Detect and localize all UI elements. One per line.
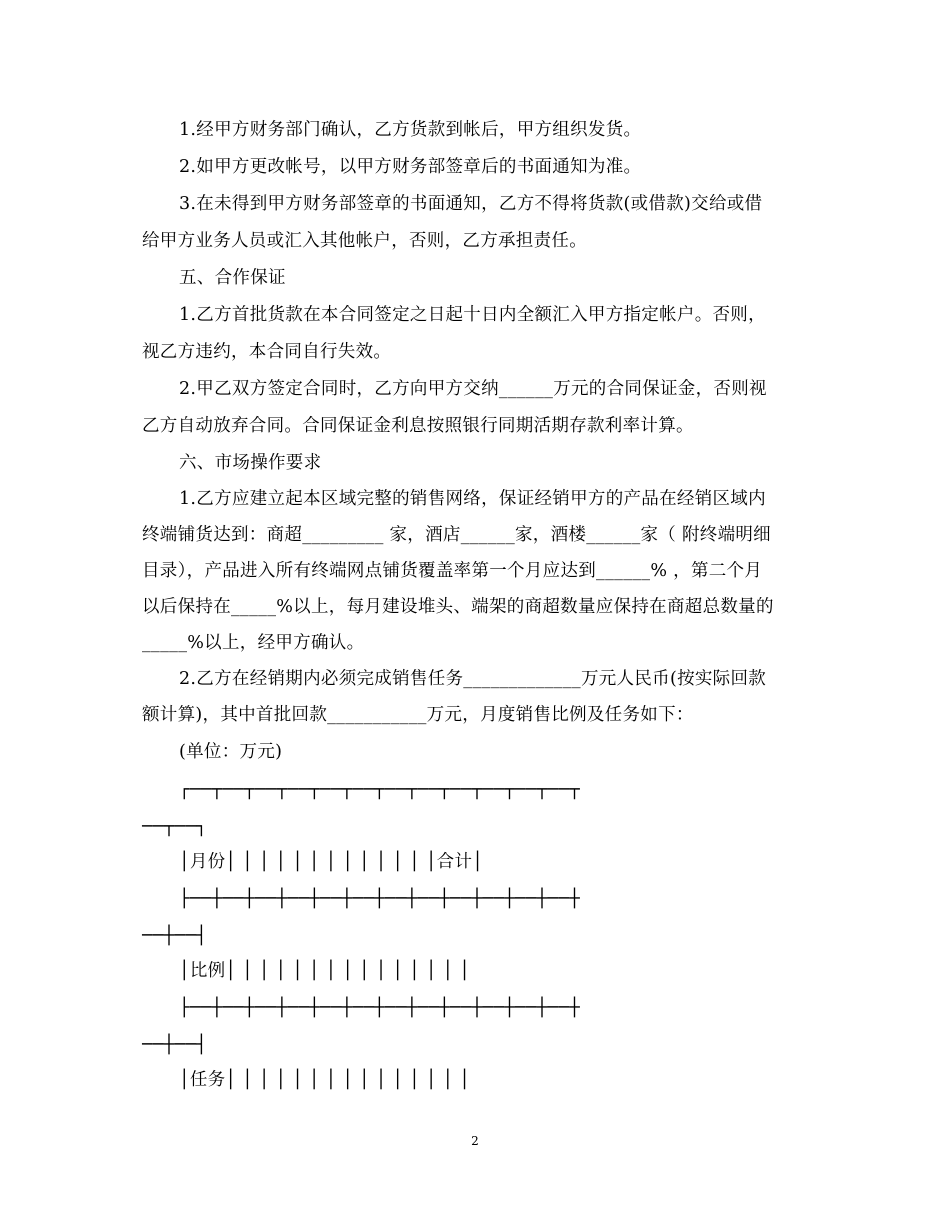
table-border-line: ├──┼──┼──┼──┼──┼──┼──┼──┼──┼──┼──┼──┼ (179, 889, 580, 909)
paragraph-line: 以后保持在_____%以上，每月建设堆头、端架的商超数量应保持在商超总数量的 (142, 597, 774, 617)
table-border-line: ──┬──┐ (142, 817, 208, 837)
table-border-line: ├──┼──┼──┼──┼──┼──┼──┼──┼──┼──┼──┼──┼ (179, 998, 580, 1018)
paragraph-line: 终端铺货达到：商超_________ 家，酒店______家，酒楼______家（ 附终端明细 (142, 525, 771, 545)
section-heading: 五、合作保证 (179, 268, 286, 288)
paragraph-line: 2.甲乙双方签定合同时，乙方向甲方交纳______万元的合同保证金，否则视 (179, 379, 767, 399)
paragraph-line: 2.如甲方更改帐号，以甲方财务部签章后的书面通知为准。 (179, 157, 642, 177)
paragraph-line: 目录），产品进入所有终端网点铺货覆盖率第一个月应达到______% ，第二个月 (142, 561, 763, 581)
table-row-task: │任务│ │ │ │ │ │ │ │ │ │ │ │ │ │ │ (179, 1070, 471, 1090)
paragraph-line: 视乙方违约，本合同自行失效。 (142, 342, 392, 362)
paragraph-line: 给甲方业务人员或汇入其他帐户，否则，乙方承担责任。 (142, 231, 587, 251)
table-border-line: ──┼──┤ (142, 1035, 208, 1055)
table-row-month: │月份│ │ │ │ │ │ │ │ │ │ │ │ │合计│ (179, 852, 484, 872)
page-number: 2 (471, 1134, 479, 1148)
table-border-line: ┌──┬──┬──┬──┬──┬──┬──┬──┬──┬──┬──┬──┬ (179, 780, 580, 800)
paragraph-line: 1.经甲方财务部门确认，乙方货款到帐后，甲方组织发货。 (179, 120, 642, 140)
paragraph-line: 2.乙方在经销期内必须完成销售任务_____________万元人民币(按实际回款 (179, 669, 767, 689)
paragraph-line: 乙方自动放弃合同。合同保证金利息按照银行同期活期存款利率计算。 (142, 416, 694, 436)
paragraph-line: 1.乙方首批货款在本合同签定之日起十日内全额汇入甲方指定帐户。否则， (179, 305, 766, 325)
section-heading: 六、市场操作要求 (179, 453, 322, 473)
unit-note: (单位：万元) (179, 742, 283, 762)
table-row-ratio: │比例│ │ │ │ │ │ │ │ │ │ │ │ │ │ │ (179, 961, 471, 981)
paragraph-line: 额计算)，其中首批回款___________万元，月度销售比例及任务如下： (142, 705, 694, 725)
paragraph-line: 1.乙方应建立起本区域完整的销售网络，保证经销甲方的产品在经销区域内 (179, 489, 766, 509)
paragraph-line: _____%以上，经甲方确认。 (142, 633, 365, 653)
paragraph-line: 3.在未得到甲方财务部签章的书面通知，乙方不得将货款(或借款)交给或借 (179, 194, 763, 214)
table-border-line: ──┼──┤ (142, 926, 208, 946)
